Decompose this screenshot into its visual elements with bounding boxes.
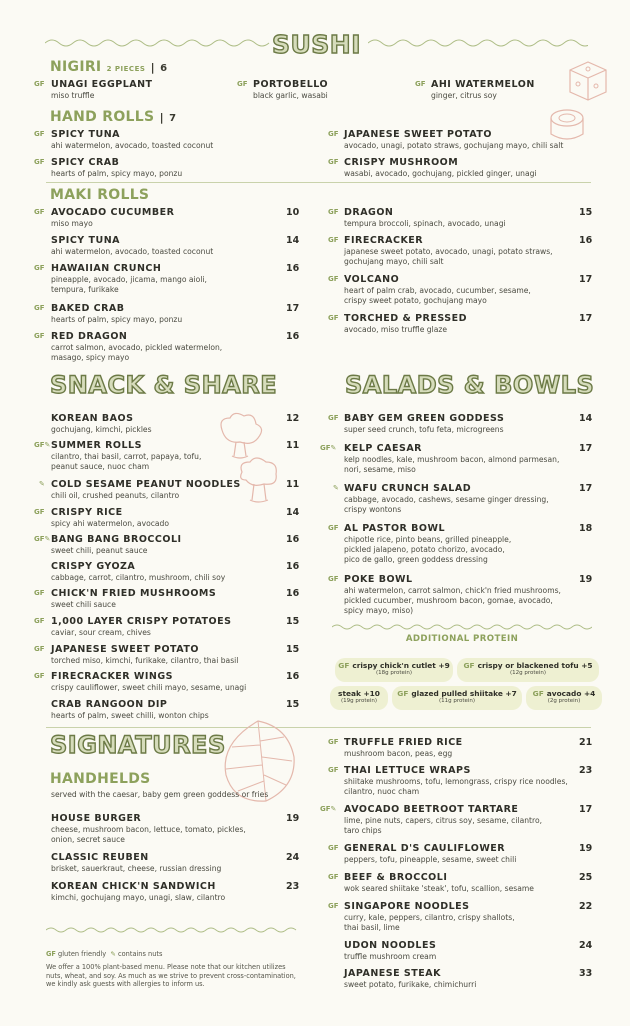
salad-item [322, 483, 593, 515]
item-name: AL PASTOR BOWL [344, 523, 446, 534]
item-name: BABY GEM GREEN GODDESS [344, 413, 505, 424]
nut-icon: ✎ [330, 805, 337, 813]
item-price: 18 [579, 523, 593, 534]
maki-item [34, 207, 300, 229]
signature-item [322, 901, 593, 933]
item-desc: onion, secret sauce [51, 835, 125, 844]
gf-mark: GF [328, 766, 339, 774]
item-desc: sweet potato, furikake, chimichurri [344, 980, 477, 989]
item-price: 14 [579, 413, 593, 424]
protein-grams: (19g protein) [340, 698, 378, 704]
item-price: 19 [579, 843, 593, 854]
item-price: 10 [286, 207, 300, 218]
item-price: 17 [579, 804, 593, 815]
gf-mark: GF [328, 275, 339, 283]
item-price: 23 [286, 881, 300, 892]
gf-mark: GF [328, 158, 339, 166]
snack-item [34, 479, 300, 501]
gf-legend-text: gluten friendly [58, 950, 107, 958]
item-desc: avocado, unagi, potato straws, gochujang mayo, chili salt [344, 141, 564, 150]
maki-item [34, 303, 300, 325]
item-name: BAKED CRAB [51, 303, 125, 314]
item-desc: crispy wontons [344, 505, 402, 514]
item-desc: spicy ahi watermelon, avocado [51, 519, 170, 528]
item-desc: tempura, furikake [51, 285, 119, 294]
handheld-item [34, 881, 300, 903]
item-name: CRISPY RICE [51, 507, 123, 518]
signature-item [322, 872, 593, 894]
gf-mark: GF [34, 535, 45, 543]
snack-item [34, 588, 300, 610]
gf-mark: GF [328, 130, 339, 138]
maki-item [34, 331, 300, 363]
maki-item [34, 235, 300, 257]
item-desc: taro chips [344, 826, 382, 835]
protein-heading: ADDITIONAL PROTEIN [405, 634, 519, 644]
item-name: VOLCANO [344, 274, 400, 285]
item-desc: torched miso, kimchi, furikake, cilantro, thai basil [51, 656, 239, 665]
item-price: 16 [286, 671, 300, 682]
nut-legend-icon: ✎ [110, 950, 116, 958]
item-price: 33 [579, 968, 593, 979]
item-price: 16 [579, 235, 593, 246]
item-name: COLD SESAME PEANUT NOODLES [51, 479, 241, 490]
item-desc: super seed crunch, tofu feta, microgreens [344, 425, 504, 434]
item-name: SUMMER ROLLS [51, 440, 142, 451]
item-name: JAPANESE STEAK [344, 968, 441, 979]
wavy-divider-signatures [46, 925, 298, 935]
item-price: 16 [286, 561, 300, 572]
item-desc: mushroom bacon, peas, egg [344, 749, 453, 758]
gf-mark: GF [237, 80, 248, 88]
signatures-title: SIGNATURES [50, 731, 226, 759]
item-desc: cabbage, avocado, cashews, sesame ginger dressing, [344, 495, 549, 504]
item-name: THAI LETTUCE WRAPS [344, 765, 471, 776]
item-price: 22 [579, 901, 593, 912]
nut-icon: ✎ [44, 441, 51, 449]
gf-mark: GF [415, 80, 426, 88]
nut-icon: ✎ [44, 535, 51, 543]
protein-option [335, 658, 453, 682]
nigiri-item [415, 79, 565, 101]
item-price: 24 [579, 940, 593, 951]
item-desc: caviar, sour cream, chives [51, 628, 151, 637]
hand-roll-item [328, 157, 588, 179]
item-price: 15 [286, 616, 300, 627]
protein-name: avocado +4 [546, 689, 596, 698]
handheld-item [34, 813, 300, 845]
item-price: 17 [579, 483, 593, 494]
item-desc: cabbage, carrot, cilantro, mushroom, chili soy [51, 573, 226, 582]
snack-item [34, 616, 300, 638]
disclaimer-line: We offer a 100% plant-based menu. Please note that our kitchen utilizes [46, 963, 286, 971]
snack-item [34, 644, 300, 666]
signature-item [322, 765, 593, 797]
gf-mark: GF [338, 661, 350, 670]
item-name: FIRECRACKER [344, 235, 424, 246]
item-name: WAFU CRUNCH SALAD [344, 483, 472, 494]
item-price: 17 [286, 303, 300, 314]
sushi-cube-icon [562, 56, 610, 104]
item-name: CRISPY MUSHROOM [344, 157, 459, 168]
item-name: POKE BOWL [344, 574, 413, 585]
item-price: 11 [286, 440, 300, 451]
gf-mark: GF [34, 158, 45, 166]
item-desc: chipotle rice, pinto beans, grilled pineapple, [344, 535, 512, 544]
gf-mark: GF [34, 130, 45, 138]
item-desc: wok seared shiitake 'steak', tofu, scallion, sesame [344, 884, 534, 893]
nut-icon: ✎ [330, 444, 337, 452]
item-desc: avocado, miso truffle glaze [344, 325, 448, 334]
item-desc: cheese, mushroom bacon, lettuce, tomato, pickles, [51, 825, 246, 834]
gf-mark: GF [397, 689, 409, 698]
section-divider [46, 727, 591, 728]
item-name: CRAB RANGOON DIP [51, 699, 168, 710]
maki-item [328, 207, 593, 229]
maki-item [328, 235, 593, 267]
allergen-marks [34, 535, 50, 543]
section-divider [46, 182, 591, 183]
allergen-marks [320, 444, 336, 452]
gf-mark: GF [328, 844, 339, 852]
snack-item [34, 534, 300, 556]
item-desc: curry, kale, peppers, cilantro, crispy shallots, [344, 913, 515, 922]
item-price: 11 [286, 479, 300, 490]
item-price: 17 [579, 313, 593, 324]
item-price: 23 [579, 765, 593, 776]
item-desc: peppers, tofu, pineapple, sesame, sweet chili [344, 855, 517, 864]
hand-roll-item [34, 157, 294, 179]
item-price: 12 [286, 413, 300, 424]
gf-mark: GF [34, 617, 45, 625]
item-price: 25 [579, 872, 593, 883]
hand-rolls-label: HAND ROLLS [50, 109, 155, 125]
gf-legend-mark: GF [46, 950, 56, 958]
signature-item [322, 968, 593, 990]
item-desc: ahi watermelon, avocado, toasted coconut [51, 247, 214, 256]
item-desc: kimchi, gochujang mayo, unagi, slaw, cilantro [51, 893, 226, 902]
item-name: BANG BANG BROCCOLI [51, 534, 182, 545]
nigiri-label: NIGIRI [50, 59, 102, 75]
gf-mark: GF [34, 645, 45, 653]
gf-mark: GF [34, 208, 45, 216]
nut-icon: ✎ [39, 480, 45, 488]
item-name: BEEF & BROCCOLI [344, 872, 448, 883]
item-desc: shiitake mushrooms, tofu, lemongrass, crispy rice noodles, [344, 777, 568, 786]
item-desc: ahi watermelon, carrot salmon, chick'n fried mushrooms, [344, 586, 561, 595]
item-desc: gochujang mayo, chili salt [344, 257, 444, 266]
protein-name: crispy chick'n cutlet +9 [352, 661, 450, 670]
item-name: CRISPY GYOZA [51, 561, 136, 572]
item-desc: pickled cucumber, mushroom bacon, gomae, avocado, [344, 596, 553, 605]
item-price: 19 [579, 574, 593, 585]
item-price: 15 [286, 699, 300, 710]
item-price: 16 [286, 331, 300, 342]
signature-item [322, 940, 593, 962]
snack-item [34, 561, 300, 583]
item-desc: ahi watermelon, avocado, toasted coconut [51, 141, 214, 150]
item-desc: miso truffle [51, 91, 95, 100]
item-price: 19 [286, 813, 300, 824]
item-desc: crispy cauliflower, sweet chili mayo, sesame, unagi [51, 683, 247, 692]
item-price: 21 [579, 737, 593, 748]
item-name: KOREAN CHICK'N SANDWICH [51, 881, 216, 892]
gf-mark: GF [328, 575, 339, 583]
gf-mark: GF [328, 314, 339, 322]
salads-bowls-title: SALADS & BOWLS [345, 371, 595, 399]
gf-mark: GF [328, 738, 339, 746]
item-desc: nori, sesame, miso [344, 465, 416, 474]
gf-mark: GF [320, 805, 331, 813]
item-desc: hearts of palm, spicy mayo, ponzu [51, 169, 183, 178]
disclaimer-line: we kindly ask guests with allergies to inform us. [46, 980, 205, 988]
gf-mark: GF [328, 236, 339, 244]
protein-option [526, 686, 602, 710]
protein-option [392, 686, 522, 710]
gf-mark: GF [34, 508, 45, 516]
protein-name: steak +10 [338, 689, 380, 698]
item-price: 16 [286, 263, 300, 274]
item-price: 16 [286, 534, 300, 545]
item-name: UDON NOODLES [344, 940, 437, 951]
item-name: AVOCADO CUCUMBER [51, 207, 175, 218]
signature-item [322, 737, 593, 759]
item-price: 17 [579, 274, 593, 285]
handhelds-heading: HANDHELDS [50, 771, 151, 787]
item-name: HOUSE BURGER [51, 813, 142, 824]
legend [46, 950, 162, 959]
item-price: 15 [286, 644, 300, 655]
nigiri-note: 2 PIECES [106, 65, 146, 73]
item-desc: gochujang, kimchi, pickles [51, 425, 152, 434]
protein-grams: (2g protein) [547, 698, 581, 704]
gf-mark: GF [328, 208, 339, 216]
gf-mark: GF [328, 414, 339, 422]
gf-mark: GF [34, 672, 45, 680]
item-price: 16 [286, 588, 300, 599]
item-name: PORTOBELLO [253, 79, 329, 90]
item-name: TORCHED & PRESSED [344, 313, 467, 324]
item-desc: lime, pine nuts, capers, citrus soy, sesame, cilantro, [344, 816, 543, 825]
item-price: 17 [579, 443, 593, 454]
item-name: DRAGON [344, 207, 394, 218]
wavy-divider-right [368, 36, 588, 50]
item-desc: hearts of palm, sweet chilli, wonton chips [51, 711, 209, 720]
protein-name: glazed pulled shiitake +7 [411, 689, 517, 698]
nut-icon: ✎ [333, 484, 339, 492]
gf-mark: GF [320, 444, 331, 452]
signature-item [322, 843, 593, 865]
disclaimer-line: nuts, wheat, and soy. As much as we strive to prevent cross-contamination, [46, 971, 296, 980]
item-desc: hearts of palm, spicy mayo, ponzu [51, 315, 183, 324]
snack-item [34, 671, 300, 693]
item-price: 14 [286, 235, 300, 246]
item-desc: wasabi, avocado, gochujang, pickled ginger, unagi [344, 169, 537, 178]
item-name: TRUFFLE FRIED RICE [344, 737, 463, 748]
item-desc: black garlic, wasabi [253, 91, 328, 100]
item-desc: brisket, sauerkraut, cheese, russian dressing [51, 864, 222, 873]
snack-item [34, 413, 300, 435]
nigiri-item [237, 79, 407, 101]
protein-grams: (18g protein) [375, 670, 413, 676]
allergen-marks [320, 805, 336, 813]
item-name: FIRECRACKER WINGS [51, 671, 174, 682]
gf-mark: GF [532, 689, 544, 698]
salad-item [322, 413, 593, 435]
protein-grams: (12g protein) [509, 670, 547, 676]
allergen-marks [34, 441, 50, 449]
snack-item [34, 440, 300, 472]
item-name: JAPANESE SWEET POTATO [51, 644, 199, 655]
item-desc: japanese sweet potato, avocado, unagi, potato straws, [344, 247, 553, 256]
item-desc: crispy sweet potato, gochujang mayo [344, 296, 487, 305]
protein-name: crispy or blackened tofu +5 [477, 661, 593, 670]
item-name: KOREAN BAOS [51, 413, 134, 424]
item-name: JAPANESE SWEET POTATO [344, 129, 492, 140]
item-name: HAWAIIAN CRUNCH [51, 263, 162, 274]
gf-mark: GF [328, 902, 339, 910]
item-name: 1,000 LAYER CRISPY POTATOES [51, 616, 232, 627]
item-name: AHI WATERMELON [431, 79, 535, 90]
item-price: 24 [286, 852, 300, 863]
item-desc: cilantro, nuoc cham [344, 787, 420, 796]
item-desc: carrot salmon, avocado, pickled watermelon, [51, 343, 223, 352]
item-desc: pineapple, avocado, jicama, mango aioli, [51, 275, 207, 284]
item-price: 14 [286, 507, 300, 518]
salad-item [322, 523, 593, 565]
gf-mark: GF [463, 661, 475, 670]
maki-item [328, 274, 593, 306]
snack-share-title: SNACK & SHARE [50, 371, 278, 399]
item-name: CHICK'N FRIED MUSHROOMS [51, 588, 217, 599]
protein-grams: (11g protein) [438, 698, 476, 704]
item-price: 15 [579, 207, 593, 218]
hand-roll-item [328, 129, 588, 151]
item-name: SINGAPORE NOODLES [344, 901, 470, 912]
item-name: SPICY CRAB [51, 157, 120, 168]
item-desc: masago, spicy mayo [51, 353, 130, 362]
item-desc: miso mayo [51, 219, 93, 228]
nigiri-price: 6 [160, 63, 168, 74]
maki-item [34, 263, 300, 295]
protein-option [457, 658, 599, 682]
item-name: SPICY TUNA [51, 235, 120, 246]
item-desc: sweet chili sauce [51, 600, 116, 609]
maki-heading: MAKI ROLLS [50, 187, 150, 203]
handheld-item [34, 852, 300, 874]
item-desc: thai basil, lime [344, 923, 400, 932]
gf-mark: GF [328, 524, 339, 532]
maki-item [328, 313, 593, 335]
nut-legend-text: contains nuts [118, 950, 163, 958]
item-name: KELP CAESAR [344, 443, 422, 454]
item-desc: heart of palm crab, avocado, cucumber, sesame, [344, 286, 531, 295]
sushi-title: SUSHI [272, 30, 362, 59]
gf-mark: GF [34, 441, 45, 449]
salad-item [320, 443, 593, 475]
item-desc: peanut sauce, nuoc cham [51, 462, 150, 471]
item-name: CLASSIC REUBEN [51, 852, 149, 863]
hand-rolls-price: 7 [169, 113, 177, 124]
item-desc: pico de gallo, green goddess dressing [344, 555, 488, 564]
item-desc: ginger, citrus soy [431, 91, 497, 100]
item-name: GENERAL D'S CAULIFLOWER [344, 843, 506, 854]
gf-mark: GF [34, 332, 45, 340]
wavy-divider-left [45, 36, 270, 50]
wavy-divider-salads [332, 622, 592, 632]
item-name: RED DRAGON [51, 331, 128, 342]
item-desc: kelp noodles, kale, mushroom bacon, almond parmesan, [344, 455, 560, 464]
protein-option [330, 686, 388, 710]
gf-mark: GF [328, 873, 339, 881]
item-desc: spicy mayo, miso) [344, 606, 414, 615]
item-desc: tempura broccoli, spinach, avocado, unagi [344, 219, 506, 228]
handhelds-note: served with the caesar, baby gem green goddess or fries [51, 790, 269, 799]
nigiri-item [34, 79, 224, 101]
item-desc: truffle mushroom cream [344, 952, 437, 961]
hand-roll-item [34, 129, 294, 151]
item-name: AVOCADO BEETROOT TARTARE [344, 804, 519, 815]
item-name: UNAGI EGGPLANT [51, 79, 153, 90]
gf-mark: GF [34, 304, 45, 312]
nigiri-heading: NIGIRI 2 PIECES | 6 [50, 59, 168, 75]
item-desc: chili oil, crushed peanuts, cilantro [51, 491, 180, 500]
gf-mark: GF [34, 80, 45, 88]
gf-mark: GF [34, 589, 45, 597]
salad-item [322, 574, 593, 616]
hand-rolls-heading: HAND ROLLS | 7 [50, 109, 177, 125]
item-desc: pickled jalapeno, potato chorizo, avocado, [344, 545, 505, 554]
item-desc: sweet chili, peanut sauce [51, 546, 148, 555]
item-desc: cilantro, thai basil, carrot, papaya, tofu, [51, 452, 202, 461]
snack-item [34, 507, 300, 529]
allergy-disclaimer [46, 963, 316, 989]
item-name: SPICY TUNA [51, 129, 120, 140]
gf-mark: GF [34, 264, 45, 272]
signature-item [320, 804, 593, 836]
